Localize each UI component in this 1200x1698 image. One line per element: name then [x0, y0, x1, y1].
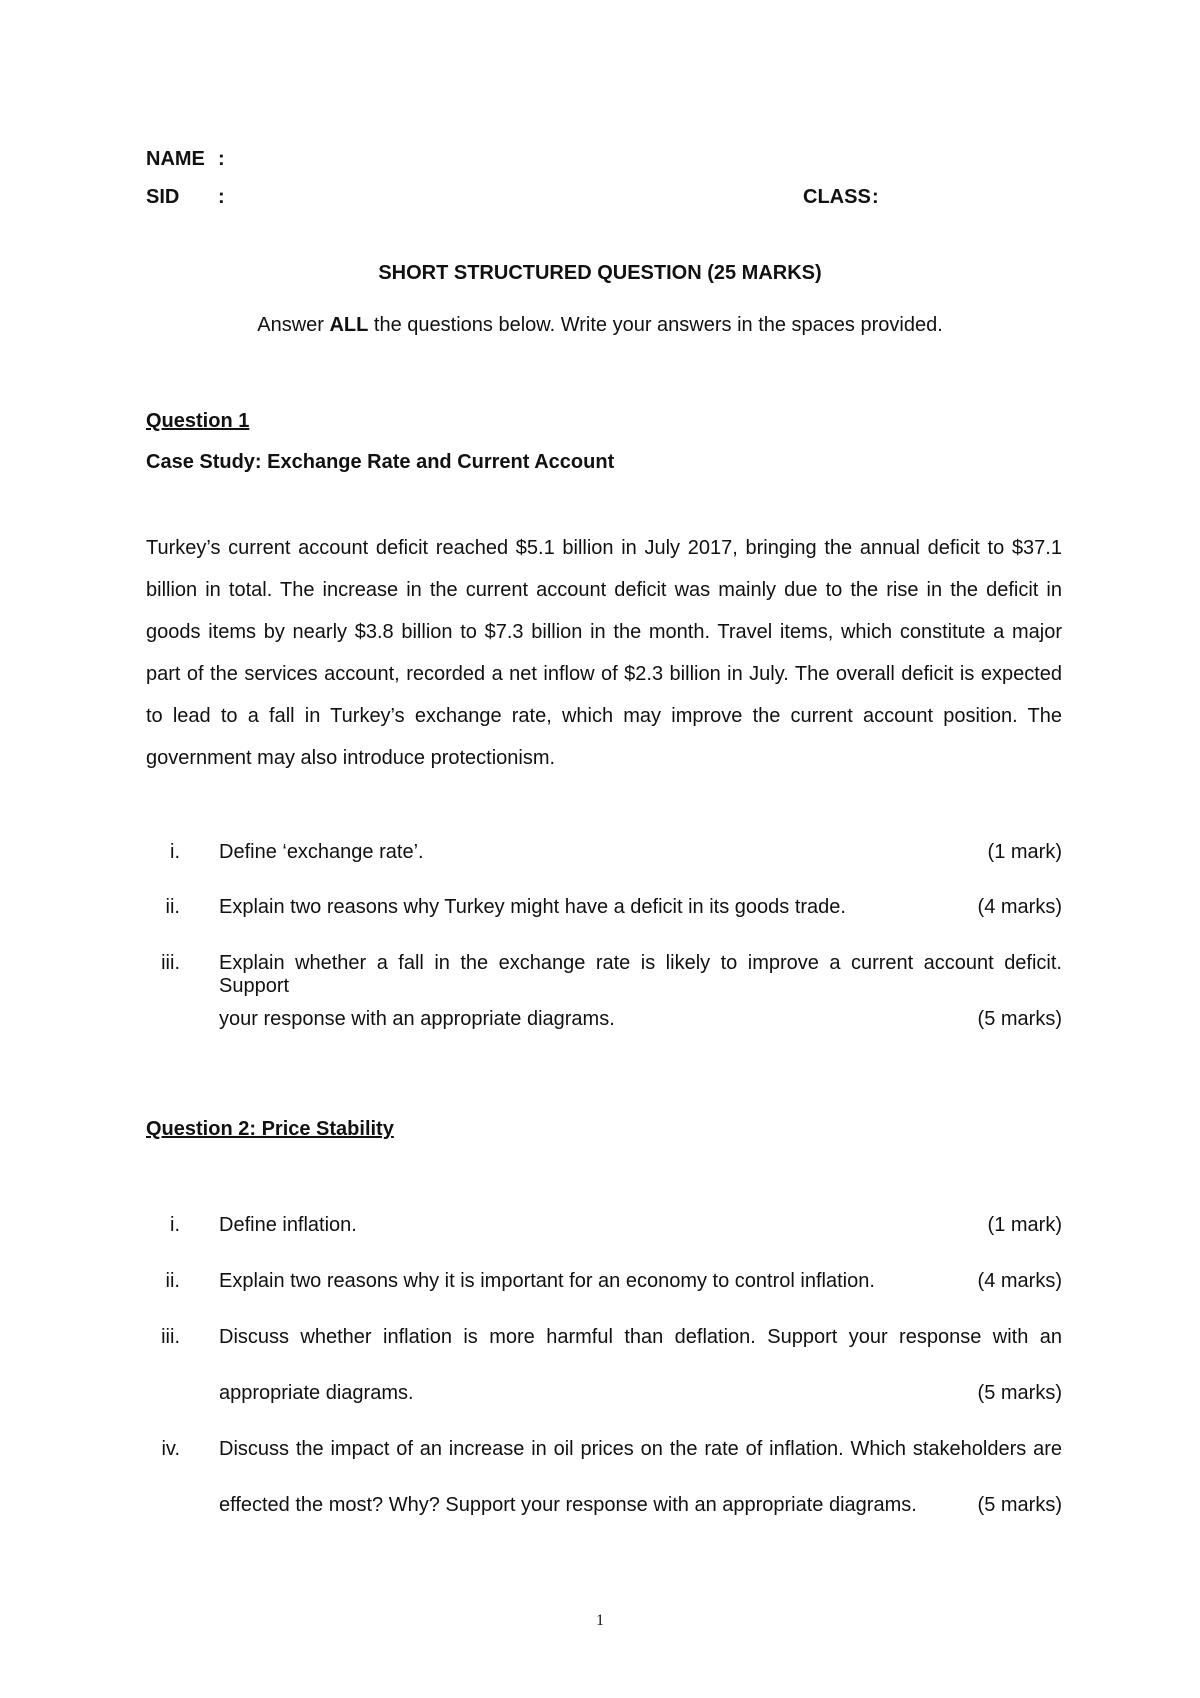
question1-subheading: Case Study: Exchange Rate and Current Account — [146, 451, 615, 473]
q1-item3-text-line2: your response with an appropriate diagrams. — [219, 1008, 615, 1030]
q2-item1-marks: (1 mark) — [987, 1214, 1062, 1236]
q1-item2-marks: (4 marks) — [977, 896, 1062, 918]
q2-item4-marks: (5 marks) — [977, 1494, 1062, 1516]
name-label: NAME — [146, 148, 205, 170]
q2-item4-number: iv. — [161, 1438, 180, 1460]
sid-colon: : — [218, 186, 225, 208]
q2-item2-marks: (4 marks) — [977, 1270, 1062, 1292]
q2-item3-marks: (5 marks) — [977, 1382, 1062, 1404]
sid-label: SID — [146, 186, 180, 208]
q2-item3-number: iii. — [161, 1326, 180, 1348]
q1-item1-marks: (1 mark) — [987, 841, 1062, 863]
question1-heading: Question 1 — [146, 410, 250, 432]
q2-item4-text-line1: Discuss the impact of an increase in oil prices on the rate of inflation. Which stakeholders are — [219, 1438, 1062, 1460]
q2-item2-text: Explain two reasons why it is important for an economy to control inflation. — [219, 1270, 875, 1292]
instructions-bold: ALL — [329, 314, 369, 336]
instructions — [0, 314, 1200, 337]
class-colon: : — [872, 186, 879, 208]
q2-item1-text: Define inflation. — [219, 1214, 357, 1236]
case-study-passage: Turkey’s current account deficit reached $5.1 billion in July 2017, bringing the annual deficit to $37.1 billion in total. The increase in the current account deficit was mainly due to the rise in the deficit in goods items by nearly $3.8 billion to $7.3 billion in the month. Travel items, which constitute a major part of the services account, recorded a net inflow of $2.3 billion in July. The overall deficit is expected to lead to a fall in Turkey’s exchange rate, which may improve the current account position. The government may also introduce protectionism. — [146, 537, 1062, 769]
q1-item3-text-line1: Explain whether a fall in the exchange rate is likely to improve a current account deficit. Support — [219, 952, 1062, 997]
question2-heading: Question 2: Price Stability — [146, 1118, 394, 1140]
q1-item3-number: iii. — [161, 952, 180, 974]
q1-item2-number: ii. — [165, 896, 180, 918]
instructions-before: Answer — [257, 314, 330, 336]
q1-item1-text: Define ‘exchange rate’. — [219, 841, 424, 863]
name-colon: : — [218, 148, 225, 170]
q1-item3-marks: (5 marks) — [977, 1008, 1062, 1030]
q2-item3-text-line1: Discuss whether inflation is more harmful than deflation. Support your response with an — [219, 1326, 1062, 1348]
q1-item2-text: Explain two reasons why Turkey might have a deficit in its goods trade. — [219, 896, 846, 918]
q2-item4-text-line2: effected the most? Why? Support your response with an appropriate diagrams. — [219, 1494, 917, 1516]
q2-item1-number: i. — [170, 1214, 180, 1236]
instructions-after: the questions below. Write your answers in the spaces provided. — [368, 314, 943, 336]
q2-item3-text-line2: appropriate diagrams. — [219, 1382, 414, 1404]
q1-item1-number: i. — [170, 841, 180, 863]
exam-title: SHORT STRUCTURED QUESTION (25 MARKS) — [378, 262, 822, 284]
q2-item2-number: ii. — [165, 1270, 180, 1292]
page-number: 1 — [596, 1612, 604, 1629]
class-label: CLASS — [803, 186, 871, 208]
